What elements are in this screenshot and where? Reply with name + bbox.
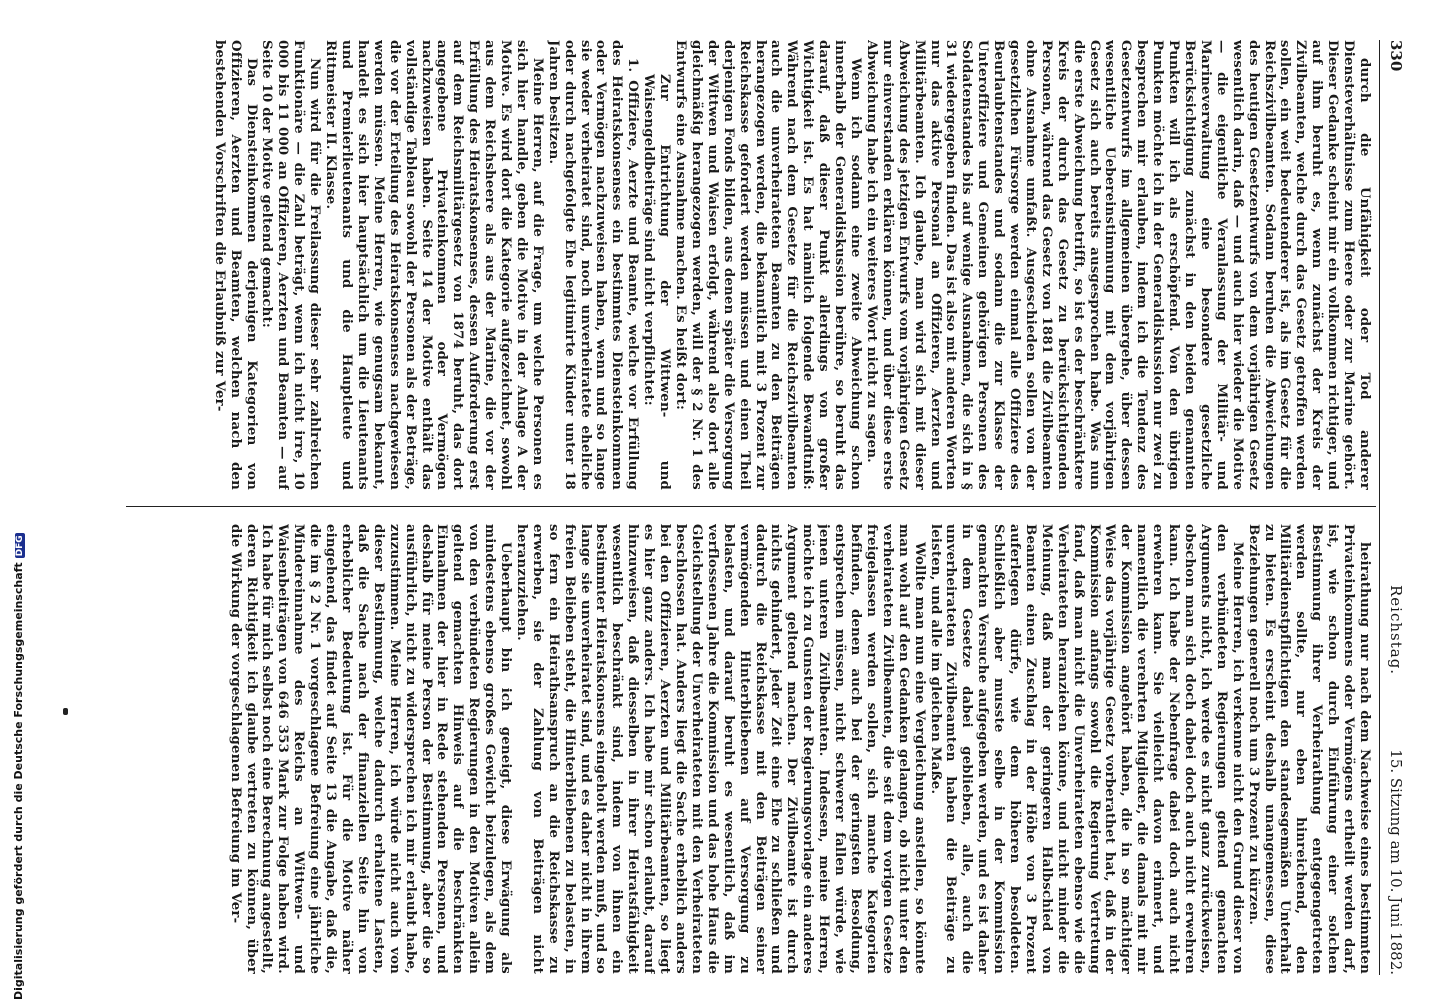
- column-divider: [126, 506, 1376, 507]
- left-column: [117, 40, 1372, 490]
- session-date: 15. Sitzung am 10. Juni 1882.: [1387, 749, 1405, 975]
- scan-speck: [63, 708, 68, 715]
- paragraph: Meine Herren, ich verkenne nicht den Grund dieser von den verbündeten Regierungen geltend gemachten Arguments nicht, ich werde es nicht ganz zurückweisen, obschon man sich doch dabei doch auch nicht erwehren kann. Ich habe der Nebenfrage dabei doch auch nicht erwehren kann. Sie vielleicht davon erinnert, und namentlich die verehrten Mitglieder, die damals mit mir der Kommission angehört haben, die in so mächtiger Weise das vorjährige Gesetz vorberathet hat, daß in der Kommission anfangs sowohl die Regierung Vertretung fand, daß man nicht die Unverheirateten ebenso wie die Verheirateten heranziehen könne, und nicht minder die Meinung, daß man der geringeren Halbschied von Beamten einen Zuschlag in der Höhe von 3 Prozent auferlegen dürfe, wie dem höheren besoldeten. Schließlich aber musste selbe in der Kommission gemachten Versuche aufgegeben werden, und es ist daher in dem Gesetze dabei geblieben, alle, auch die unverheirateten Zivilbeamten haben die Beiträge zu leisten, und alle im gleichen Maße.: [927, 524, 1245, 974]
- paragraph: Meine Herren, auf die Frage, um welche Personen es sich hier handle, geben die Motive in der Anlage A der Motive. Es wird dort die Kategorie aufgezeichnet, sowohl aus dem Reichsheere als aus der Marine, die vor der Erfüllung des Heiratskonsenses, dessen Aufforderung erst auf dem Reichsmilitärgesetz von 1874 beruht, das dort angegebene Privateinkommen oder Vermögen nachzuweisen haben. Seite 14 der Motive enthält das vollständige Tableau sowohl der Personen als der Beträge, die vor der Erteilung des Heiratskonsenses nachgewiesen werden müssen. Meine Herren, wie genugsam bekannt, handelt es sich hier hauptsächlich um die Lieutenants und Premierlieutenants und die Hauptleute und Rittmeister II. Klasse.: [323, 40, 545, 490]
- rotated-page-scan: [110, 40, 1410, 975]
- page-header: [1382, 40, 1410, 975]
- paragraph: Wollte man nun eine Vergleichung anstellen, so könnte man wohl auf den Gedanken gelangen, ob nicht unter den verheirateten Zivilbeamten, die seit dem vorigen Gesetze freigelassen werden sollen, sich manche Kategorien befinden, denen auch bei der geringsten Besoldung, entsprechen müssen, nicht schwerer fallen würde, wie jenen unteren Zivilbeamten. Indessen, meine Herren, möchte ich zu Gunsten der Regierungsvorlage ein anderes Argument geltend machen. Der Zivilbeamte ist durch nichts gehindert, jeder Zeit eine Ehe zu schließen und dadurch die Reichskasse mit den Beiträgen seiner vermögenden Hinterbliebenen auf Versorgung zu belasten, und darauf beruht es wesentlich, daß im verflossenen Jahre die Kommission und das hohe Haus die Gleichstellung der Unverheirateten mit den Verheirateten beschlossen hat. Anders liegt die Sache erheblich anders bei den Offizieren, Aerzten und Militärbeamten, so liegt es hier ganz anders. Ich habe mir schon erlaubt, darauf hinzuweisen, daß diesselben in ihrer Heiratsfähigkeit wesentlich beschränkt sind, indem von ihnen ein bestimmter Heiratskonsens eingeholt werden muß, und so lange sie unverheiratet sind, und es daher nicht in ihrem freien Belieben steht, die Hinterbliebenen zu belasten, in so fern ein Heirathsanspruch an die Reichskasse zu erwerben, sie der Zahlung von Beiträgen nicht heranzuziehen.: [513, 524, 927, 974]
- header-rule: [1379, 40, 1380, 975]
- stamp-text: Digitalisierung gefördert durch die Deutsche Forschungsgemeinschaft: [12, 562, 25, 1000]
- paragraph: Wenn ich sodann eine zweite Abweichung schon innerhalb der Generaldiskussion berühre, so beruht das darauf, daß dieser Punkt allerdings von großer Wichtigkeit ist. Es hat nämlich folgende Bewandtniß: Während nach dem Gesetze für die Reichszivilbeamten auch die unverheirateten Beamten zu den Beiträgen herangezogen werden, die bekanntlich mit 3 Prozent zur Reichskasse gefordert werden müssen und einen Theil derjenigen Fonds bilden, aus denen später die Versorgung der Wittwen und Waisen erfolgt, während also dort alle gleichmäßig herangezogen werden, will der § 2 Nr. 1 des Entwurfs eine Ausnahme machen. Es heißt dort:: [673, 40, 863, 490]
- page-title: Reichstag.: [1387, 585, 1405, 676]
- right-column: [117, 524, 1372, 974]
- page-number: 330: [1387, 40, 1405, 72]
- paragraph: heirathung nur nach dem Nachweise eines bestimmten Privateinkommens oder Vermögens ertheilt werden darf, ist, wie schon durch Einführung einer solchen Bestimmung ihrer Verheirathung entgegengetreten werden sollte, nur eben hinreichend, den Militärdienstpflichtigen den standesgemäßen Unterhalt zu bieten. Es erscheint deshalb unangemessen, diese Beziehungen generell noch um 3 Prozent zu kürzen.: [1245, 524, 1372, 974]
- paragraph: Ueberhaupt bin ich geneigt, diese Erwägung als mindestens ebenso großes Gewicht beizulegen, als dem von den verbündeten Regierungen in den Motiven allein geltend gemachten Hinweis auf die beschränkten Einnahmen der hier in Rede stehenden Personen, und deshalb für meine Person der Bestimmung, aber die so ausführlich, nicht zu widersprechen ich mir erlaubt habe, zuzustimmen. Meine Herren, ich würde nicht auch von dieser Bestimmung, welche dadurch erhaltene Lasten, daß die Sache nach der finanziellen Seite hin von erheblicher Bedeutung ist. Für die Motive näher eingehend, das findet auf Seite 13 die Angabe, daß die, die im § 2 Nr. 1 vorgeschlagene Befreiung eine jährliche Mindereinnahme des Reichs an Wittwen- und Waisenbeiträgen von 646 353 Mark zur Folge haben wird. Ich habe für mich selbst noch eine Berechnung angestellt, deren Richtigkeit ich glaube vertreten zu können, über die Wirkung der vorgeschlagenen Befreiung im Ver-: [227, 524, 514, 974]
- paragraph: Nun wird für die Freilassung dieser sehr zahlreichen Funktionäre — die Zahl beträgt, wenn ich nicht irre, 10 000 bis 11 000 an Offizieren, Aerzten und Beamten — auf Seite 10 der Motive geltend gemacht:: [259, 40, 323, 490]
- paragraph: durch die Unfähigkeit oder Tod anderer Diensteverhältnisse zum Heere oder zur Marine gehört. Dieser Gedanke scheint mir ein vollkommen richtiger, und auf ihm beruht es, wenn zunächst der Kreis der Zivilbeamten, welche durch das Gesetz getroffen werden sollen, ein weit bedeutenderer ist, als im Gesetz für die Reichszivilbeamten. Sodann beruhen die Abweichungen des heutigen Gesetzentwurfs von dem vorjährigen Gesetz wesentlich darin, daß — und auch hier wieder die Motive — die eigentliche Veranlassung der Militär- und Marineverwaltung eine besondere gesetzliche Berücksichtigung zunächst in den beiden genannten Punkten will ich als erschöpfend. Von den übrigen Punkten möchte ich in der Generaldiskussion nur zwei zu besprechen mir erlauben, indem ich die Tendenz des Gesetzentwurfs im allgemeinen übergehe, über dessen wesentliche Uebereinstimmung mit dem vorjährigen Gesetz sich auch bereits ausgesprochen habe. Was nun die erste Abweichung betrifft, so ist es der beschränktere Kreis der durch das Gesetz zu berücksichtigenden Personen, während das Gesetz von 1881 die Zivilbeamten ohne Ausnahme umfaßt. Ausgeschieden sollen von der gesetzlichen Fürsorge werden einmal alle Offiziere des Beurlaubtenstandes und sodann die zur Klasse der Unteroffiziere und Gemeinen gehörigen Personen des Soldatenstandes bis auf wenige Ausnahmen, die sich in § 31 wiedergegeben finden. Das ist also mit anderen Worten nur das aktive Personal an Offizieren, Aerzten und Militärbeamten. Ich glaube, man wird sich mit dieser Abweichung des jetzigen Entwurfs vom vorjährigen Gesetz nur einverstanden erklären können, und über diese erste Abweichung habe ich ein weiteres Wort nicht zu sagen.: [863, 40, 1372, 490]
- digitization-stamp: [2, 535, 25, 1000]
- paragraph-quote: Das Diensteinkommen derjenigen Kategorien von Offizieren, Aerzten und Beamten, welchen nach den bestehenden Vorschriften die Erlaubniß zur Ver-: [211, 40, 259, 490]
- dfg-logo-icon: DFG: [15, 535, 25, 557]
- paragraph-heading: Zur Entrichtung der Wittwen- und Waisengeldbeiträge sind nicht verpflichtet:: [641, 74, 673, 490]
- paragraph-quote: 1. Offiziere, Aerzte und Beamte, welche vor Erfüllung des Heiratskonsenses ein bestimmtes Diensteinkommen oder Vermögen nachzuweisen haben, wenn und so lange sie weder verheiratet sind, noch unverheiratete eheliche oder durch nachgefolgte Ehe legitimirte Kinder unter 18 Jahren besitzen.: [545, 40, 641, 490]
